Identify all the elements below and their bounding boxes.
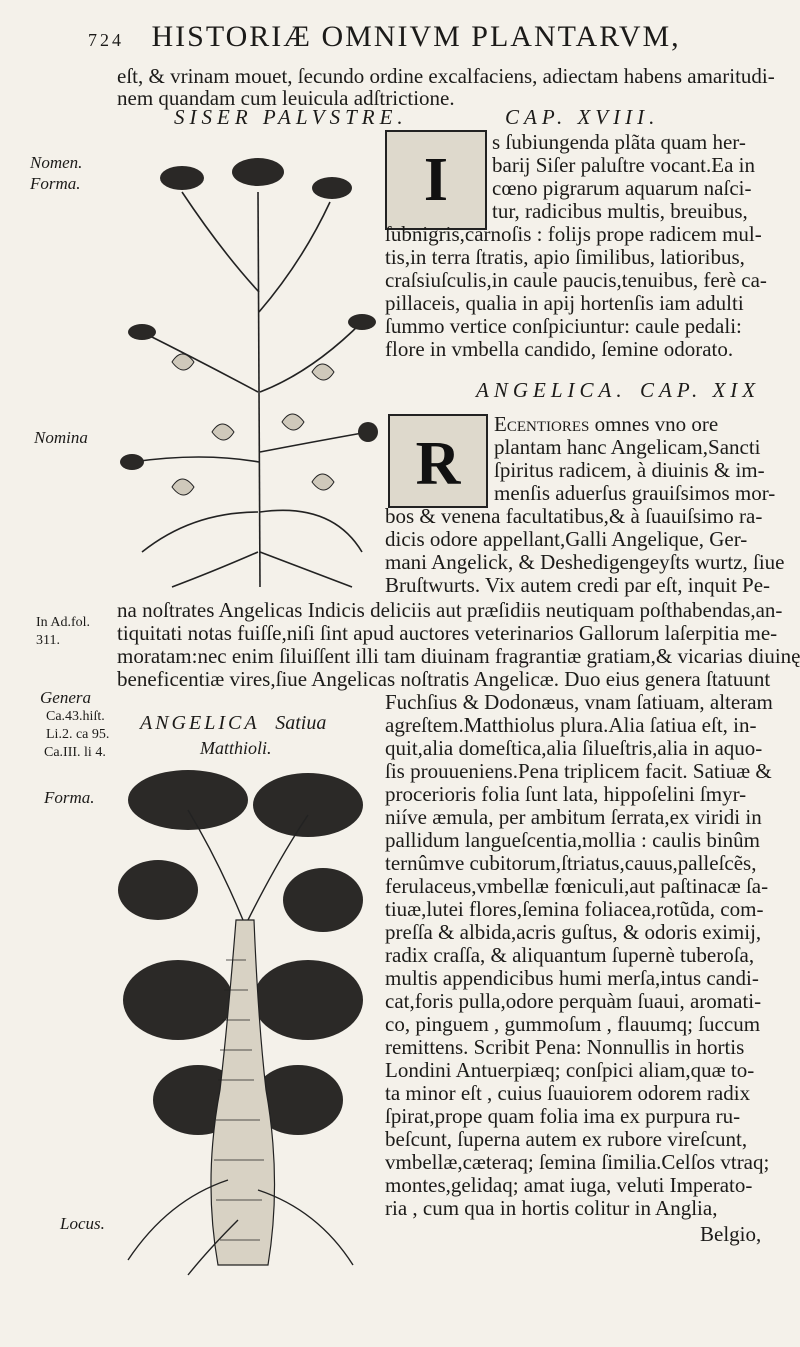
text-line: pallidum langueſcentia,mollia : caulis binûm [385, 828, 760, 852]
margin-note-ref: Ca.43.hiſt. [46, 709, 105, 724]
figure-caption [140, 712, 326, 735]
text-line: moratam:nec enim ſiluiſſent illi tam diuinam fragrantiæ gratiam,& vicarias diuinę [117, 644, 800, 668]
text-line: niíve æmula, per ambitum ſerrata,ex viridi in [385, 805, 762, 829]
margin-note-nomina: Nomina [34, 428, 88, 447]
text-line: ria , cum qua in hortis colitur in Anglia, [385, 1196, 718, 1220]
margin-note-forma: Forma. [30, 174, 81, 193]
text-line: pillaceis, qualia in apij hortenſis iam adulti [385, 291, 744, 315]
chapter-title-siser: SISER PALVSTRE. [174, 105, 408, 129]
margin-note-genera: Genera [40, 688, 91, 707]
text-line: beneficentiæ vires,ſiue Angelicas noſtratis Angelicæ. Duo eius genera ſtatuunt [117, 667, 771, 691]
text-line: ſubnigris,carnoſis : folijs prope radicem mul- [385, 222, 762, 246]
margin-note-ref: In Ad.fol. [36, 615, 91, 630]
text-line: bos & venena facultatibus,& à ſuauiſsimo ra- [385, 504, 763, 528]
text-line: mani Angelick, & Deshedigengeyſts wurtz, ſiue [385, 550, 785, 574]
caption-author: Matthioli. [200, 738, 272, 758]
text-line: ſpiritus radicem, à diuinis & im- [494, 458, 765, 482]
text-line: menſis aduerſus grauiſsimos mor- [494, 481, 776, 505]
first-word: Ecentiores [494, 412, 590, 436]
drop-cap-siser [385, 130, 487, 230]
text-line: Fuchſius & Dodonæus, vnam ſatiuam, alteram [385, 690, 773, 714]
text-line: co, pinguem , gummoſum , flauumq; ſuccum [385, 1012, 761, 1036]
text-line: multis appendicibus humi merſa,intus candi- [385, 966, 759, 990]
text-line: ſis prouueniens.Pena triplicem facit. Satiuæ & [385, 759, 772, 783]
text-line: Bruſtwurts. Vix autem credi par eſt, inquit Pe- [385, 573, 771, 597]
text-line: preſſa & albida,acris guſtus, & odoris eximij, [385, 920, 762, 944]
margin-note-nomen: Nomen. [30, 153, 83, 172]
running-header [88, 20, 778, 54]
text-line: cœno pigrarum aquarum naſci- [492, 176, 752, 200]
text-line: na noſtrates Angelicas Indicis deliciis aut præſidiis neutiquam poſthabendas,an- [117, 598, 783, 622]
text-line: tis,in terra ſtratis, apio ſimilibus, latioribus, [385, 245, 745, 269]
text-line: cat,foris pulla,odore perquàm ſuaui, aromati- [385, 989, 762, 1013]
drop-cap-letter: I [423, 146, 449, 214]
text-line: dicis odore appellant,Galli Angelique, Ger- [385, 527, 748, 551]
text-line: nem quandam cum leuicula adſtrictione. [117, 86, 455, 110]
text-line: Londini Antuerpiæq; conſpici aliam,quæ to- [385, 1058, 755, 1082]
caption-kind: Satiua [275, 712, 327, 734]
text-line-rest: omnes vno ore [594, 412, 719, 436]
margin-note-ref: 311. [36, 633, 60, 648]
text-line: beſcunt, ſuperna autem ex rubore vireſcunt, [385, 1127, 748, 1151]
text-line: radix craſſa, & aliquantum ſupernè tuberoſa, [385, 943, 755, 967]
text-line: montes,gelidaq; amat iuga, veluti Imperato- [385, 1173, 753, 1197]
text-line: eſt, & vrinam mouet, ſecundo ordine excalfaciens, adiectam habens amaritudi- [117, 64, 775, 88]
margin-note-ref: Li.2. ca 95. [46, 727, 110, 742]
text-line: barij Siſer paluſtre vocant.Ea in [492, 153, 755, 177]
text-line: tiquitati notas fuiſſe,niſi ſint apud auctores veterinarios Gallorum laſerpitia me- [117, 621, 778, 645]
chapter-title-angelica: ANGELICA. [476, 378, 627, 402]
text-line: agreſtem.Matthiolus plura.Alia ſatiua eſt, in- [385, 713, 757, 737]
chapter-number-siser: CAP. XVIII. [505, 105, 660, 129]
text-line: s ſubiungenda plãta quam her- [492, 130, 746, 154]
text-line: procerioris folia ſunt lata, hippoſelini ſmyr- [385, 782, 747, 806]
text-line: tiuæ,lutei flores,ſemina foliacea,rotũda, com- [385, 897, 764, 921]
text-line: vmbellæ,cæteraq; ſemina ſimilia.Celſos vtraq; [385, 1150, 770, 1174]
text-line: remittens. Scribit Pena: Nonnullis in hortis [385, 1035, 745, 1059]
text-line: ternûmve cubitorum,ſtriatus,cauus,palleſcẽs, [385, 851, 757, 875]
text-line [494, 412, 718, 436]
caption-name: ANGELICA [140, 712, 260, 734]
text-line: craſsiuſculis,in caule paucis,tenuibus, ferè ca- [385, 268, 767, 292]
text-line: ſpirat,prope quam folia ima ex purpura ru- [385, 1104, 741, 1128]
margin-note-ref: Ca.III. li 4. [44, 745, 106, 760]
text-line: tur, radicibus multis, breuibus, [492, 199, 748, 223]
text-line: quit,alia domeſtica,alia ſilueſtris,alia in aquo- [385, 736, 763, 760]
running-title: HISTORIÆ OMNIVM PLANTARVM, [151, 20, 681, 53]
text-line: ſummo vertice conſpiciuntur: caule pedali: [385, 314, 742, 338]
catchword: Belgio, [700, 1222, 762, 1246]
text-line: flore in vmbella candido, ſemine odorato. [385, 337, 734, 361]
page-number: 724 [88, 30, 124, 50]
chapter-number-angelica: CAP. XIX [640, 378, 761, 402]
text-line: plantam hanc Angelicam,Sancti [494, 435, 761, 459]
text-line: ta minor eſt , cuius ſuauiorem odorem radix [385, 1081, 751, 1105]
drop-cap-angelica [388, 414, 488, 508]
drop-cap-letter: R [415, 430, 461, 498]
text-line: ferulaceus,vmbellæ fœniculi,aut paſtinacæ ſa- [385, 874, 769, 898]
siser-palustre-woodcut [112, 132, 378, 594]
margin-note-forma: Forma. [44, 788, 95, 807]
angelica-sativa-woodcut [108, 760, 370, 1280]
margin-note-locus: Locus. [60, 1214, 105, 1233]
